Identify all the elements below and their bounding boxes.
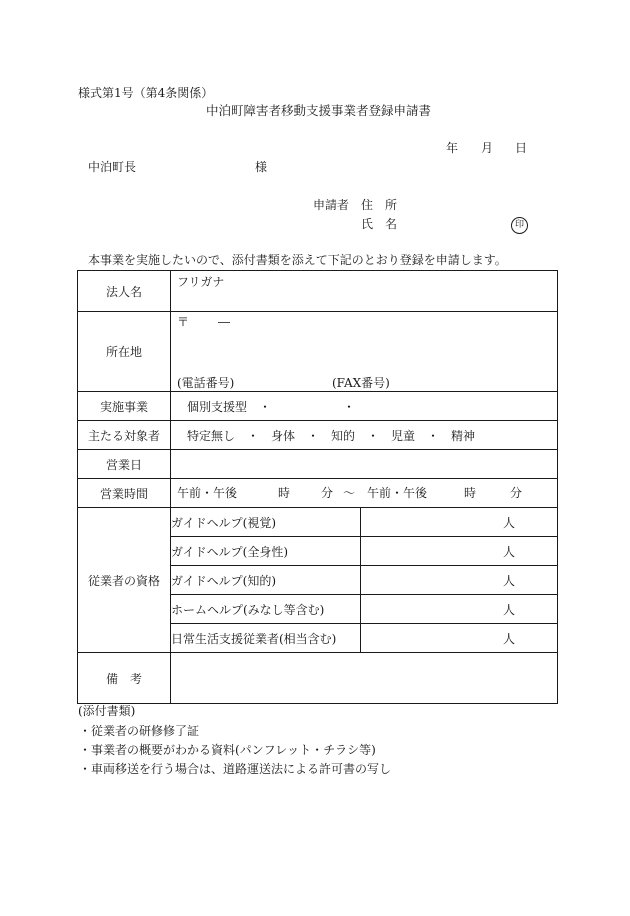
intro-text: 本事業を実施したいので、添付書類を添えて下記のとおり登録を申請します。 — [88, 253, 507, 267]
qualification-name: ホームヘルプ(みなし等含む) — [171, 595, 361, 624]
row-business — [78, 392, 558, 421]
qualification-row — [78, 508, 558, 537]
hours-ampm-start: 午前・午後 — [177, 486, 238, 500]
hours-tilde: ～ — [343, 486, 356, 500]
applicant-label: 申請者 — [313, 198, 350, 212]
hours-label: 営業時間 — [78, 479, 171, 508]
qualification-unit: 人 — [502, 573, 515, 588]
attachment-item: ・従業者の研修修了証 — [79, 724, 200, 738]
target-label: 主たる対象者 — [78, 421, 171, 450]
address-label: 住 所 — [361, 198, 398, 212]
row-remarks — [78, 653, 558, 704]
date-day: 日 — [515, 141, 528, 155]
row-target — [78, 421, 558, 450]
hours-hour-end: 時 — [464, 486, 477, 500]
corp-name-field[interactable] — [171, 271, 558, 312]
days-field[interactable] — [171, 450, 558, 479]
qualification-name: 日常生活支援従業者(相当含む) — [171, 624, 361, 653]
name-label: 氏 名 — [361, 217, 398, 231]
seal-icon: 印 — [511, 217, 528, 234]
seal-mark — [511, 216, 528, 234]
attachments-heading: (添付書類) — [78, 704, 136, 718]
row-days — [78, 450, 558, 479]
target-field[interactable] — [171, 421, 558, 450]
location-field[interactable] — [171, 312, 558, 392]
postal-mark: 〒 — [177, 315, 190, 329]
hours-min-start: 分 — [321, 486, 334, 500]
registration-table — [77, 270, 558, 704]
remarks-field[interactable] — [171, 653, 558, 704]
qualification-count-field[interactable] — [361, 508, 558, 537]
date-year: 年 — [446, 141, 459, 155]
hours-ampm-end: 午前・午後 — [367, 486, 428, 500]
qualification-count-field[interactable] — [361, 595, 558, 624]
row-hours — [78, 479, 558, 508]
staff-label: 従業者の資格 — [78, 508, 171, 653]
business-value: 個別支援型 ・ ・ — [187, 399, 356, 414]
qualification-count-field[interactable] — [361, 566, 558, 595]
qualification-count-field[interactable] — [361, 537, 558, 566]
postal-dash: ― — [218, 315, 230, 329]
attachment-item: ・事業者の概要がわかる資料(パンフレット・チラシ等) — [79, 743, 376, 757]
qualification-name: ガイドヘルプ(全身性) — [171, 537, 361, 566]
row-location — [78, 312, 558, 392]
addressee: 中泊町長 — [88, 160, 137, 174]
days-label: 営業日 — [78, 450, 171, 479]
qualification-unit: 人 — [502, 602, 515, 617]
remarks-label: 備 考 — [78, 653, 171, 704]
qualification-name: ガイドヘルプ(知的) — [171, 566, 361, 595]
form-number: 様式第1号（第4条関係） — [78, 86, 214, 100]
qualification-name: ガイドヘルプ(視覚) — [171, 508, 361, 537]
furigana-label: フリガナ — [177, 275, 225, 289]
target-value: 特定無し ・ 身体 ・ 知的 ・ 児童 ・ 精神 — [187, 428, 476, 443]
hours-hour-start: 時 — [278, 486, 291, 500]
attachment-item: ・車両移送を行う場合は、道路運送法による許可書の写し — [79, 762, 392, 776]
row-corp-name — [78, 271, 558, 312]
fax-label: (FAX番号) — [332, 376, 390, 390]
corp-name-label: 法人名 — [78, 271, 171, 312]
location-label: 所在地 — [78, 312, 171, 392]
qualification-unit: 人 — [502, 515, 515, 530]
date-month: 月 — [481, 141, 494, 155]
honorific: 様 — [255, 160, 268, 174]
qualification-unit: 人 — [502, 631, 515, 646]
business-label: 実施事業 — [78, 392, 171, 421]
document-title: 中泊町障害者移動支援事業者登録申請書 — [206, 103, 432, 118]
qualification-count-field[interactable] — [361, 624, 558, 653]
qualification-unit: 人 — [502, 544, 515, 559]
business-field[interactable] — [171, 392, 558, 421]
hours-field[interactable] — [171, 479, 558, 508]
hours-min-end: 分 — [510, 486, 523, 500]
phone-label: (電話番号) — [177, 376, 235, 390]
